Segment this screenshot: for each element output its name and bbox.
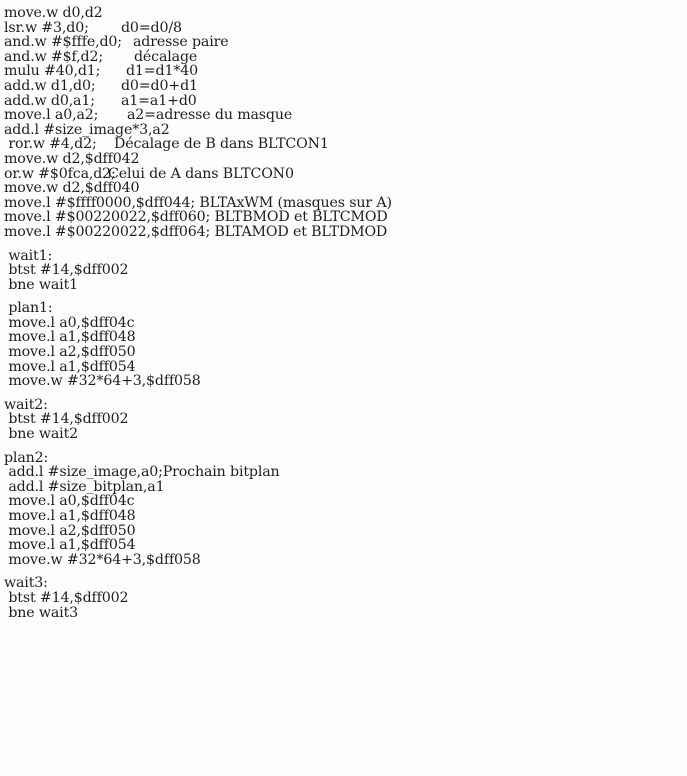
blank-line [4,567,680,576]
code-line [4,330,680,345]
code-line [4,249,680,264]
code-comment: d1=d1*40 [126,63,199,80]
code-line [4,360,680,375]
code-instruction: add.l #size_bitplan,a1 [4,478,165,495]
code-instruction: and.w #$f,d2; [4,48,103,65]
code-comment: Celui de A dans BLTCON0 [108,165,294,182]
code-line [4,524,680,539]
blank-line [4,240,680,249]
code-comment: adresse paire [133,34,229,51]
code-line [4,152,680,167]
code-line [4,345,680,360]
code-instruction: move.l a0,$dff04c [4,314,135,331]
code-instruction: move.l a2,$dff050 [4,522,136,539]
code-instruction: move.l a0,$dff04c [4,493,135,510]
code-line [4,35,680,50]
code-line [4,553,680,568]
code-line [4,316,680,331]
code-instruction: move.w d2,$dff040 [4,180,140,197]
code-line [4,167,680,182]
blank-line [4,389,680,398]
code-line [4,480,680,495]
code-line [4,451,680,466]
code-instruction: move.l a1,$dff054 [4,537,136,554]
code-instruction: move.w d2,$dff042 [4,150,140,167]
blank-line [4,292,680,301]
code-line [4,79,680,94]
code-instruction: move.l a1,$dff048 [4,508,136,524]
code-instruction: bne wait3 [4,604,79,621]
code-comment: Prochain bitplan [162,464,280,481]
code-line [4,591,680,606]
code-line [4,21,680,36]
code-line [4,278,680,293]
code-line [4,509,680,524]
code-instruction: btst #14,$dff002 [4,411,129,428]
code-instruction: or.w #$0fca,d2; [4,165,116,182]
code-instruction: bne wait1 [4,276,79,293]
code-line [4,50,680,65]
code-instruction: move.l a1,$dff048 [4,329,136,346]
code-instruction: wait1: [4,247,53,264]
code-line [4,263,680,278]
code-instruction: lsr.w #3,d0; [4,19,89,36]
code-instruction: move.w d0,d2 [4,5,103,21]
code-line [4,427,680,442]
code-line [4,196,680,211]
code-line [4,210,680,225]
code-line [4,6,680,21]
code-instruction: mulu #40,d1; [4,63,101,80]
code-line [4,374,680,389]
code-comment: a2=adresse du masque [127,107,293,124]
code-line [4,538,680,553]
code-line [4,301,680,316]
code-instruction: plan1: [4,300,53,317]
code-line [4,465,680,480]
code-line [4,225,680,240]
code-instruction: move.w #32*64+3,$dff058 [4,551,201,568]
code-instruction: move.l #$00220022,$dff064; BLTAMOD et BLTDMOD [4,223,388,240]
code-instruction: add.l #size_image,a0; [4,464,163,481]
code-instruction: add.l #size_image*3,a2 [4,121,170,138]
code-line [4,494,680,509]
code-instruction: move.l #$00220022,$dff060; BLTBMOD et BLTCMOD [4,209,388,226]
code-comment: d0=d0+d1 [121,77,198,94]
code-line [4,64,680,79]
code-instruction: wait2: [4,396,48,413]
code-line [4,412,680,427]
code-instruction: move.l a0,a2; [4,107,99,124]
code-instruction: plan2: [4,449,49,466]
blank-line [4,442,680,451]
code-instruction: move.l a2,$dff050 [4,344,136,361]
code-line [4,137,680,152]
code-instruction: btst #14,$dff002 [4,262,129,279]
code-instruction: btst #14,$dff002 [4,589,129,606]
code-instruction: bne wait2 [4,426,79,443]
code-instruction: move.l #$ffff0000,$dff044; BLTAxWM (masques sur A) [4,194,392,211]
code-instruction: wait3: [4,575,48,592]
assembly-code-listing [4,6,680,620]
code-line [4,606,680,621]
code-comment: a1=a1+d0 [121,92,197,109]
code-comment: Décalage de B dans BLTCON1 [114,136,329,153]
code-line [4,94,680,109]
code-instruction: and.w #$fffe,d0; [4,34,122,51]
code-instruction: ror.w #4,d2; [4,136,97,153]
code-line [4,576,680,591]
code-line [4,398,680,413]
code-line [4,108,680,123]
code-instruction: add.w d0,a1; [4,92,95,109]
code-instruction: add.w d1,d0; [4,77,96,94]
code-instruction: move.l a1,$dff054 [4,358,136,375]
code-instruction: move.w #32*64+3,$dff058 [4,373,201,390]
code-comment: décalage [134,48,198,65]
code-comment: d0=d0/8 [121,19,182,36]
code-line [4,181,680,196]
code-line [4,123,680,138]
